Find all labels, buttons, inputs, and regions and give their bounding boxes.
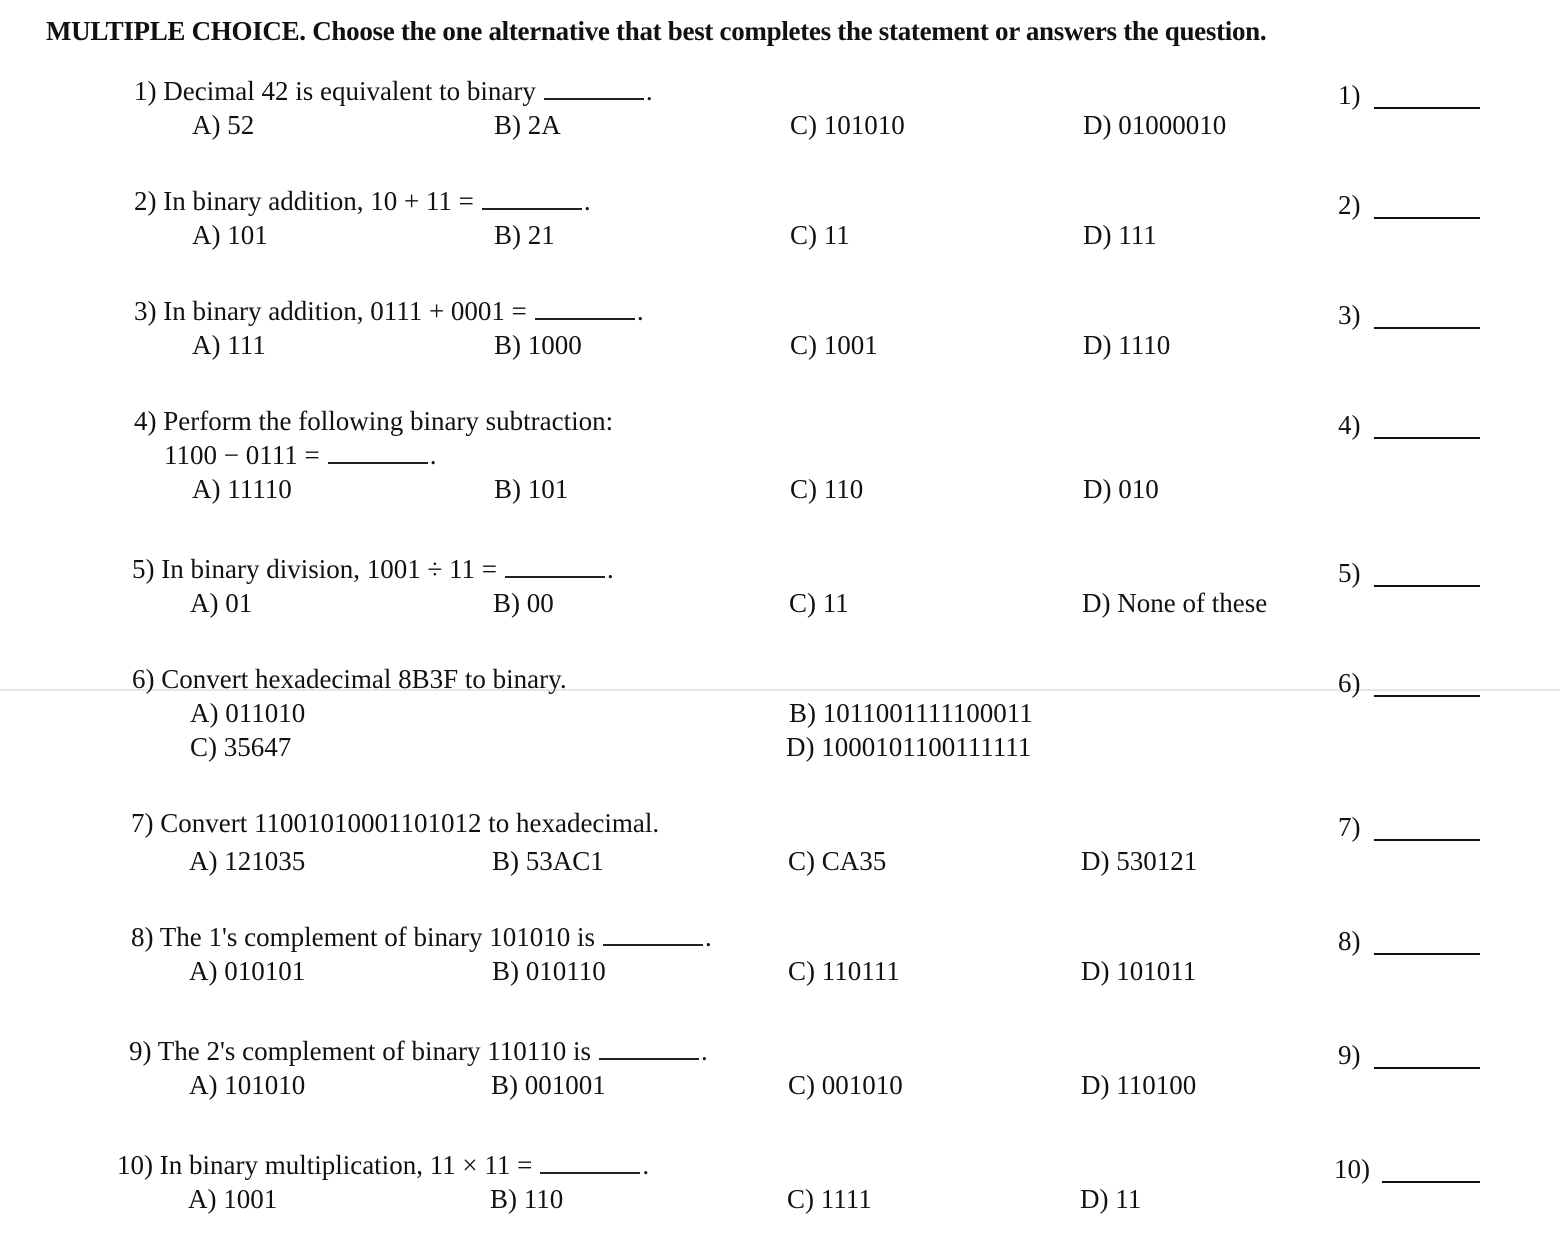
option-c[interactable]: C) 35647	[190, 732, 292, 762]
option-d[interactable]: D) 110100	[1081, 1070, 1197, 1100]
option-c[interactable]: C) 1111	[787, 1184, 872, 1214]
answer-line[interactable]	[1374, 953, 1480, 955]
option-c[interactable]: C) 110	[790, 474, 864, 504]
option-d[interactable]: D) 111	[1083, 220, 1157, 250]
answer-line[interactable]	[1374, 107, 1480, 109]
option-c[interactable]: C) 001010	[788, 1070, 903, 1100]
question-stem: 3) In binary addition, 0111 + 0001 = .	[134, 296, 644, 326]
question-9	[0, 1036, 1560, 1146]
inline-blank	[482, 208, 582, 210]
question-5	[0, 554, 1560, 664]
question-stem-line2: 1100 − 0111 = .	[164, 440, 437, 470]
option-c[interactable]: C) CA35	[788, 846, 887, 876]
option-a[interactable]: A) 101	[192, 220, 268, 250]
question-2	[0, 186, 1560, 296]
option-b[interactable]: B) 101	[494, 474, 569, 504]
answer-line[interactable]	[1374, 327, 1480, 329]
answer-number: 6)	[1338, 668, 1361, 698]
option-a[interactable]: A) 11110	[192, 474, 292, 504]
answer-line[interactable]	[1374, 585, 1480, 587]
option-c[interactable]: C) 11	[790, 220, 850, 250]
answer-line[interactable]	[1374, 217, 1480, 219]
question-stem: 1) Decimal 42 is equivalent to binary .	[134, 76, 653, 106]
answer-number: 4)	[1338, 410, 1361, 440]
option-c[interactable]: C) 1001	[790, 330, 878, 360]
option-a[interactable]: A) 121035	[189, 846, 306, 876]
question-3	[0, 296, 1560, 406]
answer-number: 8)	[1338, 926, 1361, 956]
question-stem: 2) In binary addition, 10 + 11 = .	[134, 186, 591, 216]
option-a[interactable]: A) 011010	[190, 698, 306, 728]
answer-number: 1)	[1338, 80, 1361, 110]
answer-number: 9)	[1338, 1040, 1361, 1070]
answer-number: 5)	[1338, 558, 1361, 588]
inline-blank	[535, 318, 635, 320]
option-a[interactable]: A) 01	[190, 588, 253, 618]
option-d[interactable]: D) 01000010	[1083, 110, 1227, 140]
answer-line[interactable]	[1382, 1181, 1480, 1183]
answer-line[interactable]	[1374, 1067, 1480, 1069]
question-6	[0, 664, 1560, 784]
option-b[interactable]: B) 21	[494, 220, 555, 250]
answer-line[interactable]	[1374, 695, 1480, 697]
option-d[interactable]: D) 1110	[1083, 330, 1171, 360]
answer-number: 7)	[1338, 812, 1361, 842]
option-b[interactable]: B) 010110	[492, 956, 606, 986]
option-d[interactable]: D) None of these	[1082, 588, 1268, 618]
answer-line[interactable]	[1374, 839, 1480, 841]
option-d[interactable]: D) 101011	[1081, 956, 1197, 986]
inline-blank	[603, 944, 703, 946]
option-a[interactable]: A) 1001	[188, 1184, 278, 1214]
question-stem: 6) Convert hexadecimal 8B3F to binary.	[132, 664, 567, 694]
page-header: MULTIPLE CHOICE. Choose the one alternative that best completes the statement or answers the question.	[46, 16, 1267, 46]
answer-number: 2)	[1338, 190, 1361, 220]
option-a[interactable]: A) 111	[192, 330, 266, 360]
inline-blank	[540, 1172, 640, 1174]
option-b[interactable]: B) 001001	[491, 1070, 606, 1100]
answer-number: 3)	[1338, 300, 1361, 330]
question-7	[0, 808, 1560, 918]
option-d[interactable]: D) 530121	[1081, 846, 1198, 876]
option-b[interactable]: B) 53AC1	[492, 846, 604, 876]
option-d[interactable]: D) 1000101100111111	[786, 732, 1032, 762]
question-8	[0, 922, 1560, 1032]
answer-number: 10)	[1334, 1154, 1370, 1184]
question-stem: 10) In binary multiplication, 11 × 11 = .	[117, 1150, 650, 1180]
option-b[interactable]: B) 1011001111100011	[789, 698, 1033, 728]
option-b[interactable]: B) 00	[493, 588, 554, 618]
question-10	[0, 1150, 1560, 1260]
question-stem: 9) The 2's complement of binary 110110 is .	[129, 1036, 708, 1066]
option-d[interactable]: D) 010	[1083, 474, 1159, 504]
inline-blank	[505, 576, 605, 578]
option-a[interactable]: A) 101010	[189, 1070, 306, 1100]
option-c[interactable]: C) 110111	[788, 956, 900, 986]
question-stem: 4) Perform the following binary subtraction:	[134, 406, 614, 436]
option-a[interactable]: A) 52	[192, 110, 255, 140]
inline-blank	[328, 462, 428, 464]
option-d[interactable]: D) 11	[1080, 1184, 1142, 1214]
question-1	[0, 76, 1560, 186]
question-4	[0, 406, 1560, 536]
option-b[interactable]: B) 110	[490, 1184, 564, 1214]
inline-blank	[599, 1058, 699, 1060]
option-b[interactable]: B) 1000	[494, 330, 582, 360]
option-c[interactable]: C) 11	[789, 588, 849, 618]
question-stem: 7) Convert 11001010001101012 to hexadecimal.	[131, 808, 660, 838]
answer-line[interactable]	[1374, 437, 1480, 439]
inline-blank	[544, 98, 644, 100]
option-c[interactable]: C) 101010	[790, 110, 905, 140]
question-stem: 8) The 1's complement of binary 101010 is .	[131, 922, 712, 952]
option-b[interactable]: B) 2A	[494, 110, 561, 140]
question-stem: 5) In binary division, 1001 ÷ 11 = .	[132, 554, 614, 584]
option-a[interactable]: A) 010101	[189, 956, 306, 986]
